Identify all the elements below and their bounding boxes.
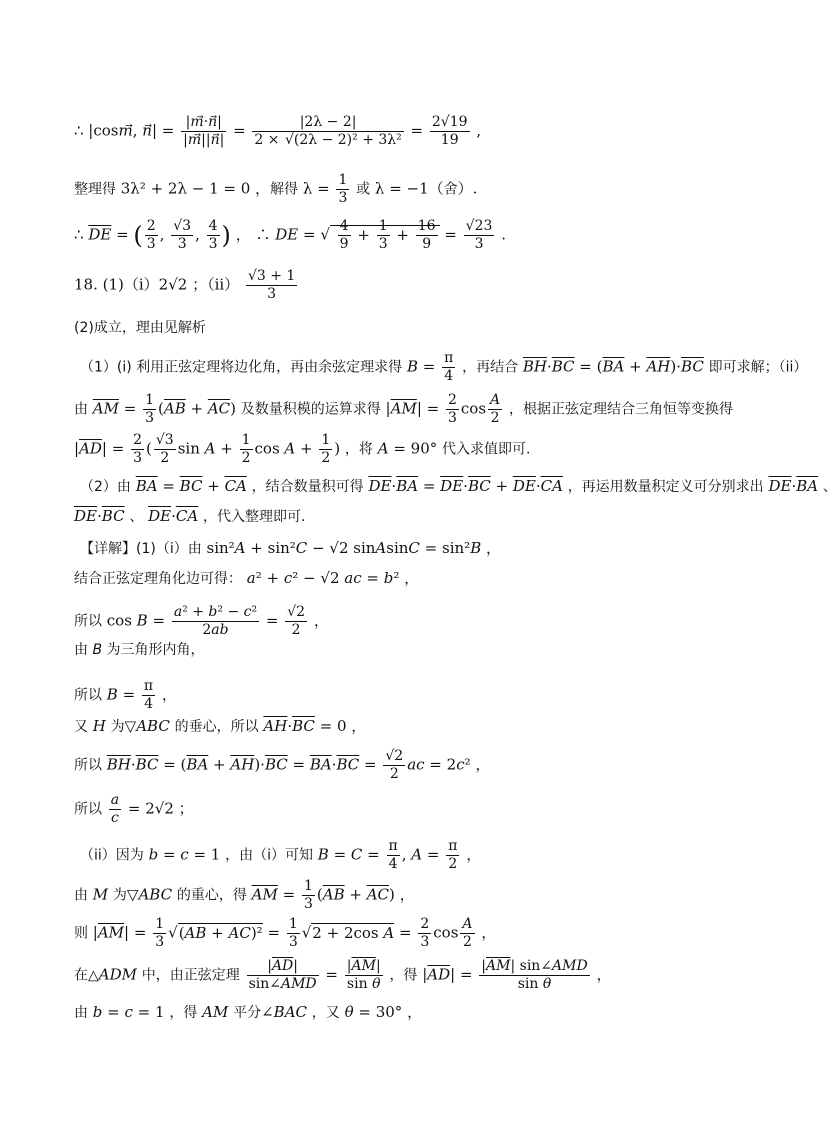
- detail-line-3: 所以 cos B = $\frac{\text{a² + b² − c²}}{2ab}$ = $\frac{√2}{2}$ ，: [74, 604, 329, 638]
- detail-line-12: 在△ADM 中，由正弦定理 $\frac{|\overline{AD}|}{\text{sin∠AMD}}$ = $\frac{|\overline{AM}|}{\text{sin θ}}$ ，得 $|\overline{AD}|$ = $\frac{|\overline{AM}| \sin\angle AMD}{\text{sin θ}}$ ，: [74, 958, 612, 992]
- analysis-line-3: $|\overline{AD}|$ = $\frac{2}{3}$ ( $\frac{√3}{2}$ sin A + $\frac{1}{2}$ cos A + $\frac{1}{2}$ ) ，将 A = 90° 代入求值即可.: [74, 432, 531, 466]
- analysis-line-2: 由 $\overline{AM}$ = $\frac{1}{3}$ $(\overline{AB} + \overline{AC})$ 及数量积模的运算求得 $|\overline{AM}|$ = $\frac{2}{3}$ cos $\frac{A}{2}$ ，根据正弦定理结合三角恒等变换得: [74, 392, 733, 426]
- detail-line-13: 由 b = c = 1 ，得 AM 平分∠BAC ，又 θ = 30° ，: [74, 1003, 423, 1021]
- detail-line-8: 所以 $\frac{a}{c}$ = 2√2 ；: [74, 792, 194, 826]
- detail-line-11: 则 $|\overline{AM}|$ = $\frac{1}{3}$ $√(\overline{AB} + \overline{AC})^2$ = $\frac{1}{3}$ √2 + 2cos A = $\frac{2}{3}$ cos $\frac{A}{2}$ ，: [74, 916, 497, 950]
- answer-18-part1: 18. (1)（i）2√2 ；（ii） $\frac{√3 + 1}{3}$: [74, 268, 296, 302]
- equation-solve-lambda: 整理得 3λ² + 2λ − 1 = 0 ，解得 λ = $\frac{1}{3}$ 或 λ = −1（舍）.: [74, 172, 478, 206]
- detail-line-10: 由 M 为▽ABC 的重心，得 $\overline{AM}$ = $\frac{1}{3}$ $(\overline{AB} + \overline{AC})$ ，: [74, 878, 415, 912]
- equation-de-vector: ∴ $\overline{DE}$ = ( $\frac{2}{3}$ , $\frac{√3}{3}$ , $\frac{4}{3}$ ) ， ∴ DE = √ $\frac{4}{9}$ + $\frac{1}{3}$ + $\frac{16}{9}$ = $\frac{√23}{3}$ .: [74, 218, 506, 252]
- detail-line-4: 由 B 为三角形内角，: [74, 642, 205, 658]
- answer-18-part2: (2)成立，理由见解析: [74, 320, 206, 336]
- equation-cos-angle: ∴ |cosm⃗, n⃗| = $\frac{|m⃗\cdot n⃗|}{|m⃗||n⃗|}$ = $\frac{|2\lambda - 2|}{\text{2 × √(2λ − 2)² + 3λ²}}$ = $\frac{2√19}{19}$ ,: [74, 114, 482, 148]
- analysis-line-4: （2）由 $\overline{BA} = \overline{BC} + \overline{CA}$ ，结合数量积可得 $\overline{DE}\cdot\overline{BA} = \overline{DE}\cdot\overline{BC} + \overline{DE}\cdot\overline{CA}$ ，再运用数量积定义可分别求出 $\overline{DE}\cdot\overline{BA}$ 、: [80, 477, 837, 495]
- analysis-line-5: $\overline{DE}\cdot\overline{BC}$ 、 $\overline{DE}\cdot\overline{CA}$ ，代入整理即可.: [74, 507, 306, 525]
- detail-line-7: 所以 $\overline{BH}\cdot\overline{BC} = (\overline{BA} + \overline{AH})\cdot\overline{BC} = \overline{BA}\cdot\overline{BC}$ = $\frac{√2}{2}$ ac = 2c² ，: [74, 748, 491, 782]
- detail-line-6: 又 H 为▽ABC 的垂心，所以 $\overline{AH}\cdot\overline{BC} = 0$ ，: [74, 717, 367, 735]
- detail-line-9: （ii）因为 b = c = 1 ，由（i）可知 B = C = $\frac{\pi}{4}$ , A = $\frac{\pi}{2}$ ，: [80, 838, 482, 872]
- detail-line-5: 所以 B = $\frac{\pi}{4}$ ，: [74, 678, 177, 712]
- detail-line-1: 【详解】(1)（i）由 sin²A + sin²C − √2 sinAsinC = sin²B ，: [80, 539, 501, 557]
- analysis-line-1: （1）(i) 利用正弦定理将边化角，再由余弦定理求得 B = $\frac{\pi}{4}$ ，再结合 $\overline{BH}\cdot\overline{BC} = (\overline{BA} + \overline{AH})\cdot\overline{BC}$ 即可求解；（ii）: [80, 350, 808, 384]
- detail-line-2: 结合正弦定理角化边可得： a² + c² − √2 ac = b² ，: [74, 569, 420, 587]
